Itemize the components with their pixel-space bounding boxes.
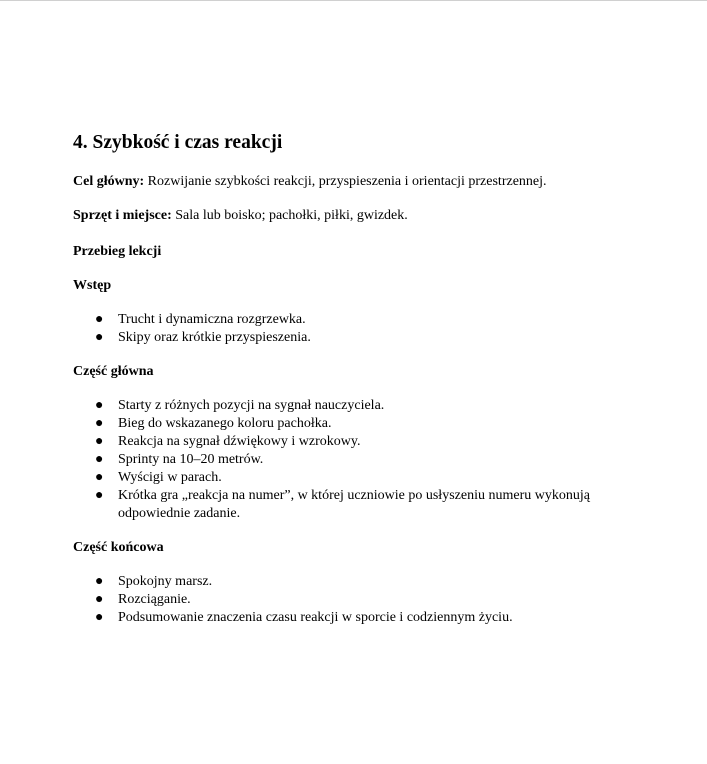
goal-text: Rozwijanie szybkości reakcji, przyspieszenia i orientacji przestrzennej.	[144, 174, 547, 189]
bullet-icon: ●	[95, 610, 104, 625]
bullet-icon: ●	[95, 574, 104, 589]
list-item-text: Reakcja na sygnał dźwiękowy i wzrokowy.	[118, 434, 361, 449]
list-item	[73, 591, 613, 609]
list-item-text: Trucht i dynamiczna rozgrzewka.	[118, 312, 306, 327]
equipment-paragraph	[73, 207, 613, 225]
final-part-list	[73, 573, 613, 627]
list-item-text: Starty z różnych pozycji na sygnał nauczyciela.	[118, 398, 385, 413]
list-item	[73, 609, 613, 627]
list-item	[73, 329, 613, 347]
list-item-text: Skipy oraz krótkie przyspieszenia.	[118, 330, 311, 345]
intro-list	[73, 311, 613, 347]
list-item-text: Sprinty na 10–20 metrów.	[118, 452, 264, 467]
bullet-icon: ●	[95, 470, 104, 485]
list-item	[73, 573, 613, 591]
list-item	[73, 433, 613, 451]
goal-label: Cel główny:	[73, 174, 145, 189]
bullet-icon: ●	[95, 488, 104, 503]
bullet-icon: ●	[95, 330, 104, 345]
intro-heading: Wstęp	[73, 278, 112, 293]
bullet-icon: ●	[95, 312, 104, 327]
equipment-text: Sala lub boisko; pachołki, piłki, gwizdek.	[171, 208, 408, 223]
document-page	[73, 131, 613, 627]
list-item-text: Podsumowanie znaczenia czasu reakcji w sporcie i codziennym życiu.	[118, 610, 513, 625]
lesson-title: 4. Szybkość i czas reakcji	[73, 132, 283, 153]
lesson-flow-heading: Przebieg lekcji	[73, 244, 162, 259]
final-part-heading: Część końcowa	[73, 540, 164, 555]
bullet-icon: ●	[95, 398, 104, 413]
main-part-list	[73, 397, 613, 523]
bullet-icon: ●	[95, 434, 104, 449]
list-item	[73, 487, 613, 523]
list-item-text: Wyścigi w parach.	[118, 470, 222, 485]
bullet-icon: ●	[95, 592, 104, 607]
list-item-text: Bieg do wskazanego koloru pachołka.	[118, 416, 332, 431]
bullet-icon: ●	[95, 452, 104, 467]
list-item	[73, 311, 613, 329]
list-item	[73, 451, 613, 469]
equipment-label: Sprzęt i miejsce:	[73, 208, 172, 223]
bullet-icon: ●	[95, 416, 104, 431]
list-item	[73, 469, 613, 487]
list-item	[73, 397, 613, 415]
goal-paragraph	[73, 173, 613, 191]
page-top-border	[0, 0, 707, 1]
list-item-text: Rozciąganie.	[118, 592, 191, 607]
main-part-heading: Część główna	[73, 364, 154, 379]
list-item-text: Krótka gra „reakcja na numer”, w której uczniowie po usłyszeniu numeru wykonują odpowiednie zadanie.	[118, 488, 590, 521]
list-item	[73, 415, 613, 433]
list-item-text: Spokojny marsz.	[118, 574, 213, 589]
